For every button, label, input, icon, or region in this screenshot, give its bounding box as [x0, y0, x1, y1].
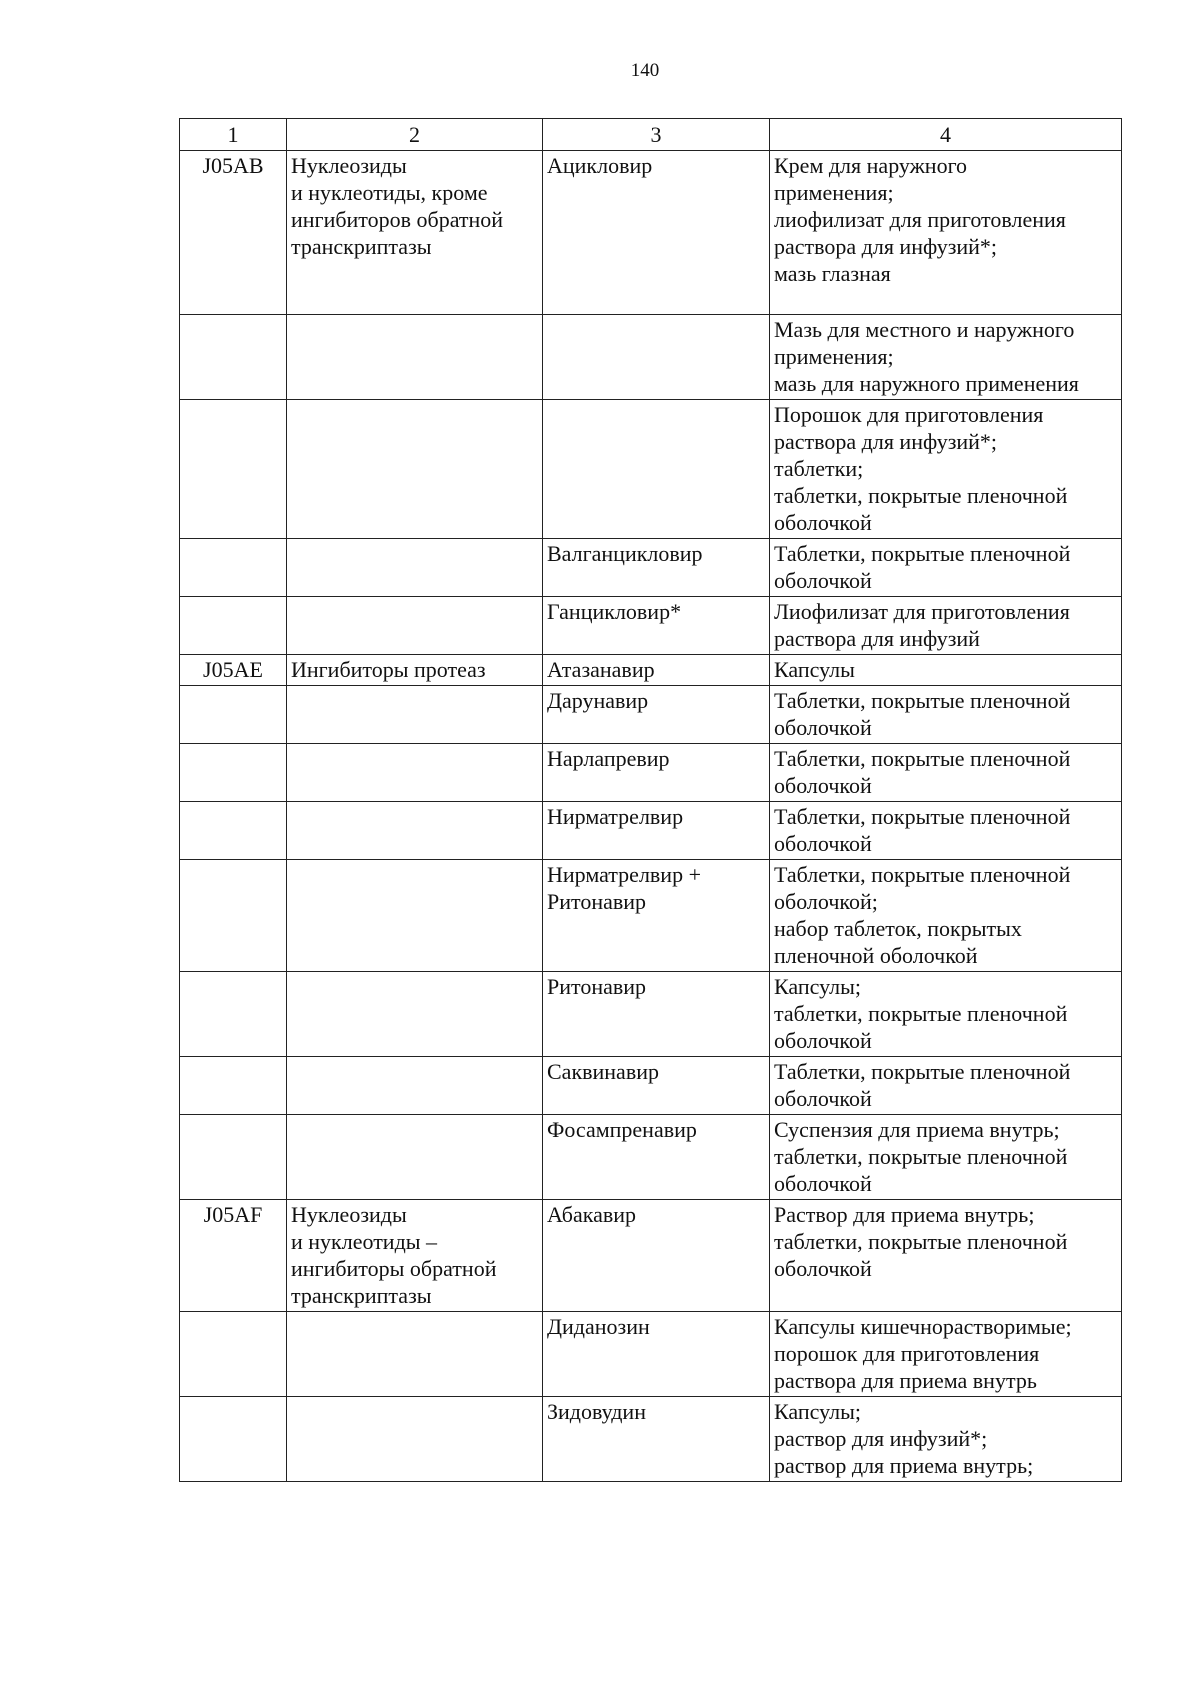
table-row [180, 744, 1122, 802]
header-cell-4: 4 [770, 119, 1122, 151]
drug-table [179, 118, 1122, 1482]
dosage-forms-cell: Капсулы [770, 655, 1122, 686]
drug-name-cell: Диданозин [543, 1312, 770, 1397]
drug-name-cell: Нирматрелвир + Ритонавир [543, 860, 770, 972]
drug-name-cell: Нирматрелвир [543, 802, 770, 860]
table-row [180, 655, 1122, 686]
pharmacological-group-cell [287, 400, 543, 539]
table-row [180, 860, 1122, 972]
atc-code-cell [180, 1115, 287, 1200]
dosage-forms-cell: Суспензия для приема внутрь; таблетки, покрытые пленочной оболочкой [770, 1115, 1122, 1200]
dosage-forms-cell: Таблетки, покрытые пленочной оболочкой; набор таблеток, покрытых пленочной оболочкой [770, 860, 1122, 972]
drug-name-cell: Ацикловир [543, 151, 770, 315]
atc-code-cell: J05AF [180, 1200, 287, 1312]
drug-name-cell: Ганцикловир* [543, 597, 770, 655]
dosage-forms-cell: Порошок для приготовления раствора для инфузий*; таблетки; таблетки, покрытые пленочной оболочкой [770, 400, 1122, 539]
pharmacological-group-cell [287, 744, 543, 802]
pharmacological-group-cell [287, 539, 543, 597]
pharmacological-group-cell [287, 972, 543, 1057]
dosage-forms-cell: Таблетки, покрытые пленочной оболочкой [770, 686, 1122, 744]
dosage-forms-cell: Мазь для местного и наружного применения; мазь для наружного применения [770, 315, 1122, 400]
atc-code-cell [180, 972, 287, 1057]
atc-code-cell [180, 686, 287, 744]
dosage-forms-cell: Крем для наружного применения; лиофилизат для приготовления раствора для инфузий*; мазь глазная [770, 151, 1122, 315]
dosage-forms-cell: Лиофилизат для приготовления раствора для инфузий [770, 597, 1122, 655]
pharmacological-group-cell [287, 686, 543, 744]
table-row [180, 802, 1122, 860]
drug-name-cell: Саквинавир [543, 1057, 770, 1115]
dosage-forms-cell: Капсулы кишечнорастворимые; порошок для приготовления раствора для приема внутрь [770, 1312, 1122, 1397]
table-header-row [180, 119, 1122, 151]
table-row [180, 686, 1122, 744]
pharmacological-group-cell [287, 315, 543, 400]
pharmacological-group-cell [287, 1397, 543, 1482]
atc-code-cell: J05AE [180, 655, 287, 686]
page-number: 140 [630, 60, 660, 81]
drug-name-cell [543, 400, 770, 539]
table-row [180, 597, 1122, 655]
table-row [180, 1115, 1122, 1200]
header-cell-1: 1 [180, 119, 287, 151]
dosage-forms-cell: Таблетки, покрытые пленочной оболочкой [770, 539, 1122, 597]
drug-name-cell: Абакавир [543, 1200, 770, 1312]
header-cell-3: 3 [543, 119, 770, 151]
pharmacological-group-cell: Нуклеозиды и нуклеотиды – ингибиторы обратной транскриптазы [287, 1200, 543, 1312]
header-cell-2: 2 [287, 119, 543, 151]
atc-code-cell [180, 1397, 287, 1482]
pharmacological-group-cell [287, 802, 543, 860]
table-row [180, 1057, 1122, 1115]
atc-code-cell [180, 539, 287, 597]
atc-code-cell [180, 860, 287, 972]
drug-name-cell: Дарунавир [543, 686, 770, 744]
pharmacological-group-cell [287, 597, 543, 655]
table-row [180, 151, 1122, 315]
table-row [180, 1397, 1122, 1482]
atc-code-cell [180, 315, 287, 400]
drug-name-cell: Атазанавир [543, 655, 770, 686]
pharmacological-group-cell [287, 860, 543, 972]
atc-code-cell [180, 744, 287, 802]
pharmacological-group-cell [287, 1115, 543, 1200]
pharmacological-group-cell: Ингибиторы протеаз [287, 655, 543, 686]
drug-name-cell: Фосампренавир [543, 1115, 770, 1200]
atc-code-cell [180, 802, 287, 860]
dosage-forms-cell: Таблетки, покрытые пленочной оболочкой [770, 802, 1122, 860]
table-row [180, 539, 1122, 597]
drug-name-cell: Ритонавир [543, 972, 770, 1057]
drug-name-cell [543, 315, 770, 400]
atc-code-cell [180, 597, 287, 655]
atc-code-cell: J05AB [180, 151, 287, 315]
pharmacological-group-cell [287, 1312, 543, 1397]
table-row [180, 1312, 1122, 1397]
pharmacological-group-cell: Нуклеозиды и нуклеотиды, кроме ингибиторов обратной транскриптазы [287, 151, 543, 315]
dosage-forms-cell: Таблетки, покрытые пленочной оболочкой [770, 1057, 1122, 1115]
dosage-forms-cell: Таблетки, покрытые пленочной оболочкой [770, 744, 1122, 802]
table-row [180, 972, 1122, 1057]
dosage-forms-cell: Капсулы; раствор для инфузий*; раствор для приема внутрь; [770, 1397, 1122, 1482]
table-row [180, 1200, 1122, 1312]
dosage-forms-cell: Раствор для приема внутрь; таблетки, покрытые пленочной оболочкой [770, 1200, 1122, 1312]
drug-name-cell: Зидовудин [543, 1397, 770, 1482]
atc-code-cell [180, 400, 287, 539]
atc-code-cell [180, 1312, 287, 1397]
atc-code-cell [180, 1057, 287, 1115]
table-row [180, 315, 1122, 400]
table-row [180, 400, 1122, 539]
drug-name-cell: Валганцикловир [543, 539, 770, 597]
pharmacological-group-cell [287, 1057, 543, 1115]
drug-name-cell: Нарлапревир [543, 744, 770, 802]
dosage-forms-cell: Капсулы; таблетки, покрытые пленочной оболочкой [770, 972, 1122, 1057]
